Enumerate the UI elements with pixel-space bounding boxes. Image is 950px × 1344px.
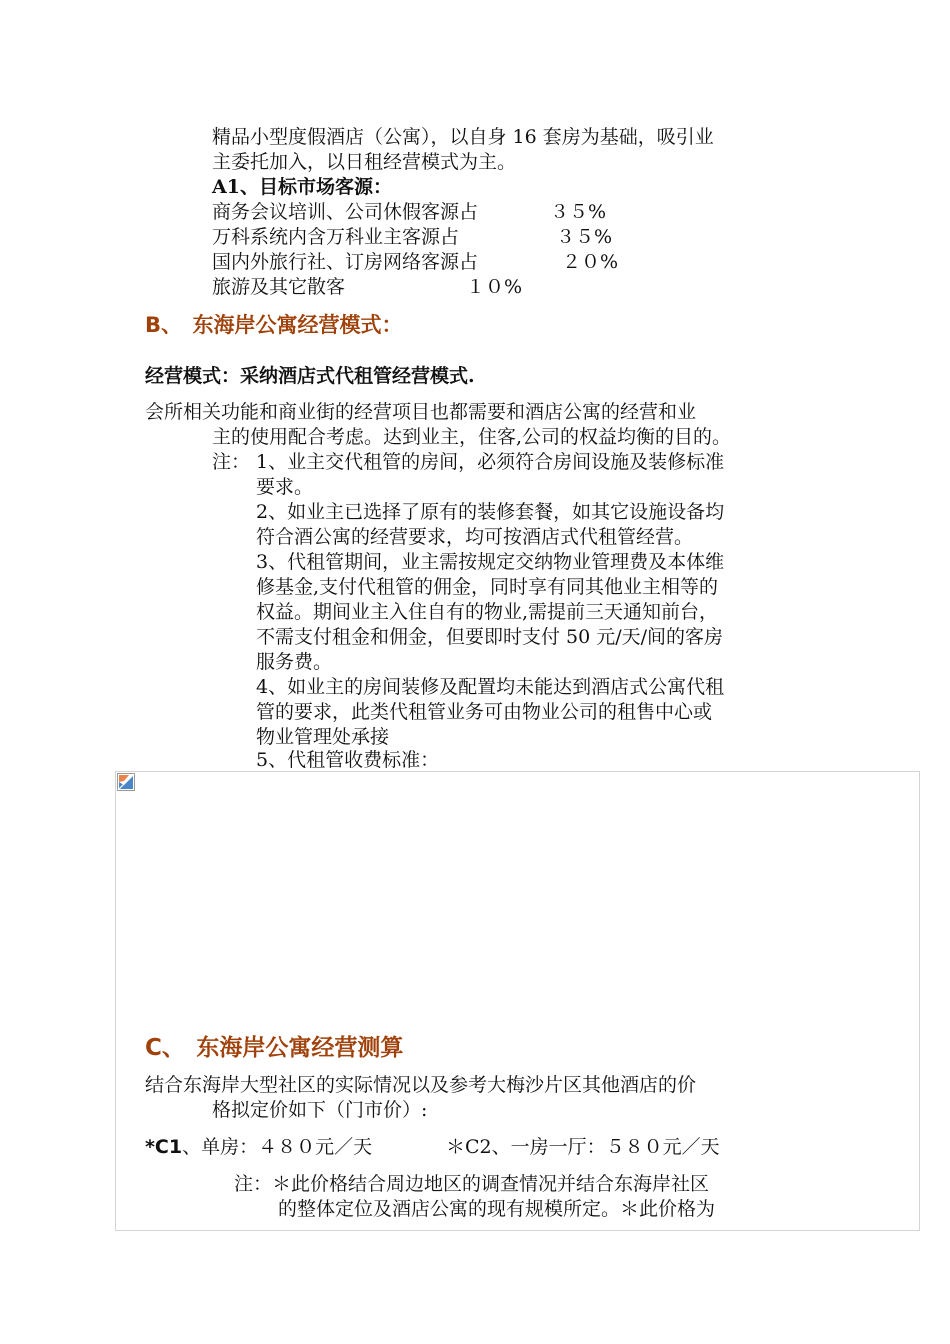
broken-image-icon bbox=[117, 773, 135, 791]
section-c-heading: C、 东海岸公寓经营测算 bbox=[145, 1035, 404, 1061]
note-line: 1、业主交代租管的房间，必须符合房间设施及装修标准 bbox=[256, 451, 725, 473]
embedded-frame bbox=[115, 771, 920, 1231]
note-line: 修基金,支付代租管的佣金，同时享有同其他业主相等的 bbox=[256, 576, 719, 598]
a1-row-label: 旅游及其它散客 bbox=[212, 276, 346, 298]
price-c2: ＊C2、一房一厅：５８０元／天 bbox=[446, 1136, 720, 1158]
note-line: 要求。 bbox=[256, 476, 314, 498]
note-line: 服务费。 bbox=[256, 651, 333, 673]
section-b-heading: B、 东海岸公寓经营模式： bbox=[145, 313, 403, 337]
section-c-note-line-1: 注：＊此价格结合周边地区的调查情况并结合东海岸社区 bbox=[234, 1173, 710, 1195]
note-line: 不需支付租金和佣金，但要即时支付 50 元/天/间的客房 bbox=[256, 626, 724, 648]
a1-row-value: ３５% bbox=[550, 201, 607, 223]
section-c-para-line-1: 结合东海岸大型社区的实际情况以及参考大梅沙片区其他酒店的价 bbox=[145, 1074, 697, 1096]
section-b-para-line-2: 主的使用配合考虑。达到业主，住客,公司的权益均衡的目的。 bbox=[212, 426, 732, 448]
note-line: 3、代租管期间，业主需按规定交纳物业管理费及本体维 bbox=[256, 551, 725, 573]
note-line: 2、如业主已选择了原有的装修套餐，如其它设施设备均 bbox=[256, 501, 725, 523]
note-line: 权益。期间业主入住自有的物业,需提前三天通知前台， bbox=[256, 601, 719, 623]
a1-title: A1、目标市场客源： bbox=[212, 176, 392, 198]
note-line: 4、如业主的房间装修及配置均未能达到酒店式公寓代租 bbox=[256, 676, 725, 698]
a1-row-label: 国内外旅行社、订房网络客源占 bbox=[212, 251, 479, 273]
note-line: 管的要求，此类代租管业务可由物业公司的租售中心或 bbox=[256, 701, 713, 723]
a1-row-value: ２０% bbox=[562, 251, 619, 273]
a1-row-value: ３５% bbox=[556, 226, 613, 248]
intro-line-2: 主委托加入，以日租经营模式为主。 bbox=[212, 151, 517, 173]
price-c1 bbox=[145, 1135, 372, 1159]
note-line: 符合酒公寓的经营要求，均可按酒店式代租管经营。 bbox=[256, 526, 694, 548]
a1-row-value: １０% bbox=[466, 276, 523, 298]
price-c1-text: 、单房：４８０元／天 bbox=[182, 1136, 373, 1158]
section-c-note-line-2: 的整体定位及酒店公寓的现有规模所定。＊此价格为 bbox=[278, 1198, 716, 1220]
note-line: 物业管理处承接 bbox=[256, 726, 390, 748]
a1-row-label: 万科系统内含万科业主客源占 bbox=[212, 226, 460, 248]
note-line: 5、代租管收费标准： bbox=[256, 749, 440, 771]
a1-row-label: 商务会议培训、公司休假客源占 bbox=[212, 201, 479, 223]
note-prefix: 注： bbox=[212, 451, 251, 473]
section-c-para-line-2: 格拟定价如下（门市价）: bbox=[212, 1099, 428, 1121]
operation-mode: 经营模式：采纳酒店式代租管经营模式. bbox=[145, 365, 475, 387]
section-b-para-line-1: 会所相关功能和商业街的经营项目也都需要和酒店公寓的经营和业 bbox=[145, 401, 697, 423]
intro-line-1: 精品小型度假酒店（公寓），以自身 16 套房为基础，吸引业 bbox=[212, 126, 714, 148]
price-c1-code: *C1 bbox=[145, 1136, 183, 1158]
